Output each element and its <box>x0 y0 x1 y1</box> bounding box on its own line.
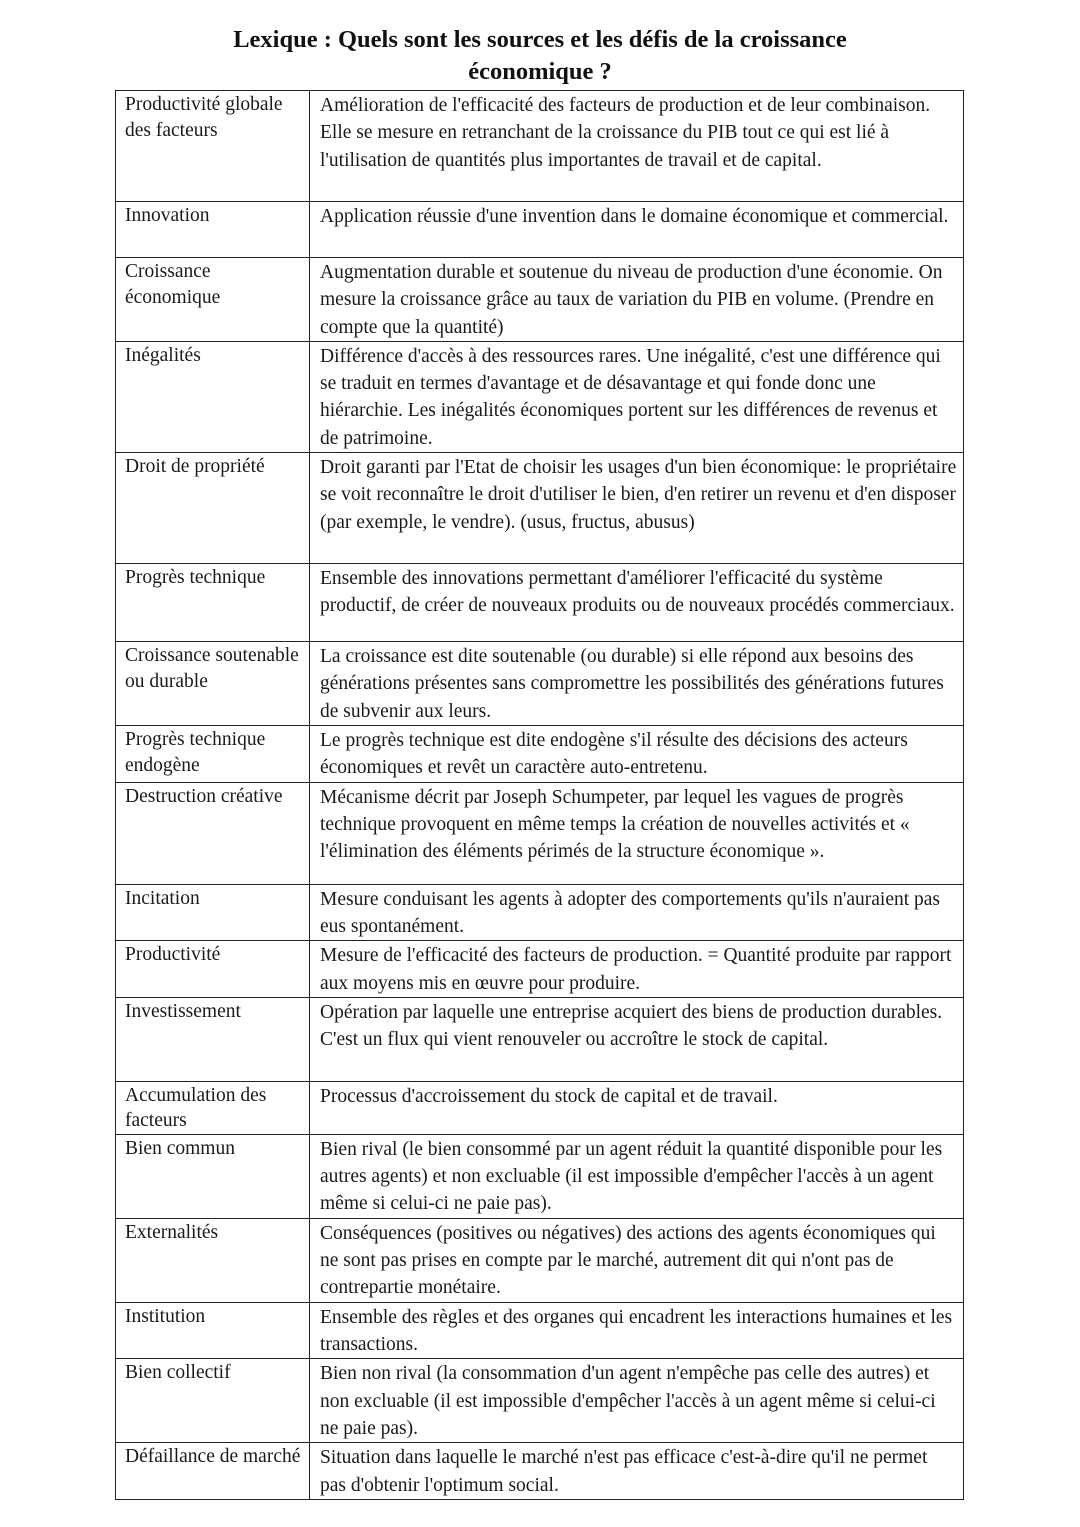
glossary-term: Accumulation des facteurs <box>116 1081 310 1134</box>
glossary-term: Progrès technique endogène <box>116 726 310 783</box>
glossary-body <box>116 91 964 1500</box>
glossary-definition: Processus d'accroissement du stock de capital et de travail. <box>310 1081 964 1134</box>
glossary-term: Externalités <box>116 1218 310 1302</box>
title-line-2: économique ? <box>468 58 612 85</box>
glossary-term: Incitation <box>116 884 310 941</box>
glossary-row <box>116 884 964 941</box>
glossary-definition: Mesure de l'efficacité des facteurs de production. = Quantité produite par rapport aux moyens mis en œuvre pour produire. <box>310 941 964 998</box>
glossary-term: Innovation <box>116 202 310 258</box>
glossary-definition: Opération par laquelle une entreprise acquiert des biens de production durables. C'est un flux qui vient renouveler ou accroître le stock de capital. <box>310 997 964 1081</box>
glossary-definition: Droit garanti par l'Etat de choisir les usages d'un bien économique: le propriétaire se voit reconnaître le droit d'utiliser le bien, d'en retirer un revenu et d'en disposer (par exemple, le vendre). (usus, fructus, abusus) <box>310 453 964 564</box>
glossary-definition: Mécanisme décrit par Joseph Schumpeter, par lequel les vagues de progrès technique provoquent en même temps la création de nouvelles activités et « l'élimination des éléments périmés de la structure économique ». <box>310 782 964 884</box>
glossary-definition: Mesure conduisant les agents à adopter des comportements qu'ils n'auraient pas eus spontanément. <box>310 884 964 941</box>
glossary-term: Investissement <box>116 997 310 1081</box>
glossary-row <box>116 642 964 726</box>
glossary-definition: Conséquences (positives ou négatives) des actions des agents économiques qui ne sont pas prises en compte par le marché, autrement dit qui n'ont pas de contrepartie monétaire. <box>310 1218 964 1302</box>
document-title <box>100 24 980 88</box>
glossary-row <box>116 1359 964 1443</box>
glossary-definition: Le progrès technique est dite endogène s'il résulte des décisions des acteurs économiques et revêt un caractère auto-entretenu. <box>310 726 964 783</box>
glossary-row <box>116 997 964 1081</box>
glossary-term: Productivité <box>116 941 310 998</box>
glossary-table <box>115 90 964 1500</box>
glossary-term: Croissance économique <box>116 258 310 342</box>
glossary-definition: Différence d'accès à des ressources rares. Une inégalité, c'est une différence qui se traduit en termes d'avantage et de désavantage et qui fonde donc une hiérarchie. Les inégalités économiques portent sur les différences de revenus et de patrimoine. <box>310 341 964 452</box>
glossary-term: Croissance soutenable ou durable <box>116 642 310 726</box>
glossary-definition: Ensemble des règles et des organes qui encadrent les interactions humaines et les transactions. <box>310 1302 964 1359</box>
glossary-term: Défaillance de marché <box>116 1443 310 1500</box>
glossary-term: Bien commun <box>116 1134 310 1218</box>
glossary-definition: Situation dans laquelle le marché n'est pas efficace c'est-à-dire qu'il ne permet pas d'obtenir l'optimum social. <box>310 1443 964 1500</box>
glossary-term: Bien collectif <box>116 1359 310 1443</box>
glossary-term: Institution <box>116 1302 310 1359</box>
glossary-definition: Augmentation durable et soutenue du niveau de production d'une économie. On mesure la croissance grâce au taux de variation du PIB en volume. (Prendre en compte que la quantité) <box>310 258 964 342</box>
glossary-definition: Ensemble des innovations permettant d'améliorer l'efficacité du système productif, de créer de nouveaux produits ou de nouveaux procédés commerciaux. <box>310 564 964 642</box>
glossary-row <box>116 1134 964 1218</box>
glossary-row <box>116 91 964 202</box>
glossary-row <box>116 202 964 258</box>
glossary-term: Inégalités <box>116 341 310 452</box>
glossary-row <box>116 782 964 884</box>
glossary-row <box>116 941 964 998</box>
title-line-1: Lexique : Quels sont les sources et les défis de la croissance <box>233 26 847 53</box>
glossary-row <box>116 1081 964 1134</box>
glossary-term: Destruction créative <box>116 782 310 884</box>
glossary-row <box>116 453 964 564</box>
glossary-definition: Application réussie d'une invention dans le domaine économique et commercial. <box>310 202 964 258</box>
glossary-definition: Bien non rival (la consommation d'un agent n'empêche pas celle des autres) et non excluable (il est impossible d'empêcher l'accès à un agent même si celui-ci ne paie pas). <box>310 1359 964 1443</box>
glossary-row <box>116 1443 964 1500</box>
glossary-term: Droit de propriété <box>116 453 310 564</box>
glossary-term: Productivité globale des facteurs <box>116 91 310 202</box>
glossary-row <box>116 258 964 342</box>
glossary-row <box>116 1302 964 1359</box>
glossary-term: Progrès technique <box>116 564 310 642</box>
glossary-definition: Amélioration de l'efficacité des facteurs de production et de leur combinaison. Elle se mesure en retranchant de la croissance du PIB tout ce qui est lié à l'utilisation de quantités plus importantes de travail et de capital. <box>310 91 964 202</box>
glossary-definition: Bien rival (le bien consommé par un agent réduit la quantité disponible pour les autres agents) et non excluable (il est impossible d'empêcher l'accès à un agent même si celui-ci ne paie pas). <box>310 1134 964 1218</box>
glossary-definition: La croissance est dite soutenable (ou durable) si elle répond aux besoins des générations présentes sans compromettre les possibilités des générations futures de subvenir aux leurs. <box>310 642 964 726</box>
glossary-row <box>116 564 964 642</box>
glossary-row <box>116 726 964 783</box>
glossary-row <box>116 1218 964 1302</box>
glossary-row <box>116 341 964 452</box>
